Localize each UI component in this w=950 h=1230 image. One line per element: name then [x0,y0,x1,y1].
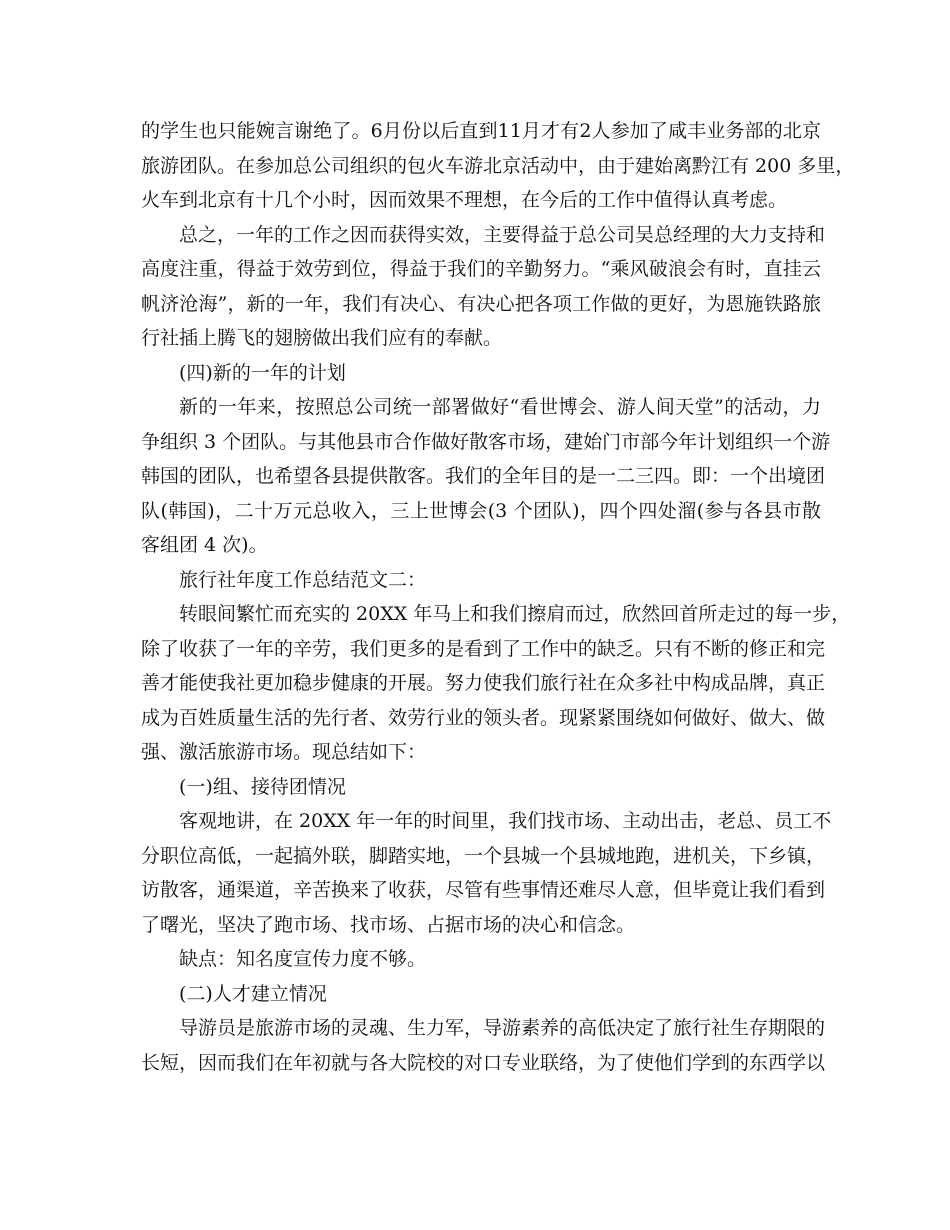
text-line: 的学生也只能婉言谢绝了。6月份以后直到11月才有2人参加了咸丰业务部的北京 [141,120,821,142]
text-line: 队(韩国)，二十万元总收入，三上世博会(3 个团队)，四个四处溜(参与各县市散 [141,499,821,522]
text-line: 善才能使我社更加稳步健康的开展。努力使我们旅行社在众多社中构成品牌，真正 [141,672,826,694]
text-line: 韩国的团队，也希望各县提供散客。我们的全年目的是一二三四。即：一个出境团 [141,465,826,487]
text-line: 缺点：知名度宣传力度不够。 [179,948,427,970]
text-line: 强、激活旅游市场。现总结如下： [141,741,427,763]
text-line: 争组织 3 个团队。与其他县市合作做好散客市场，建始门市部今年计划组织一个游 [141,430,831,453]
text-line: 成为百姓质量生活的先行者、效劳行业的领头者。现紧紧围绕如何做好、做大、做 [141,706,826,729]
text-line: 高度注重，得益于效劳到位，得益于我们的辛勤努力。“乘风破浪会有时，直挂云 [141,258,821,280]
text-line: 行社插上腾飞的翅膀做出我们应有的奉献。 [141,327,503,349]
text-line: 新的一年来，按照总公司统一部署做好“看世博会、游人间天堂”的活动，力 [179,396,821,418]
section-heading: (四)新的一年的计划 [179,361,346,384]
text-line: 转眼间繁忙而充实的 20XX 年马上和我们擦肩而过，欣然回首所走过的每一步， [179,603,851,625]
text-line: 导游员是旅游市场的灵魂、生力军，导游素养的高低决定了旅行社生存期限的 [179,1017,826,1039]
text-line: 旅游团队。在参加总公司组织的包火车游北京活动中，由于建始离黔江有 200 多里， [141,154,855,177]
section-heading: (二)人才建立情况 [179,982,327,1005]
text-line: 客组团 4 次)。 [141,534,268,556]
text-line: 帆济沧海”，新的一年，我们有决心、有决心把各项工作做的更好，为恩施铁路旅 [141,292,821,315]
text-line: 总之，一年的工作之因而获得实效，主要得益于总公司吴总经理的大力支持和 [179,223,826,246]
text-line: 除了收获了一年的辛劳，我们更多的是看到了工作中的缺乏。只有不断的修正和完 [141,637,826,660]
body-text [141,114,855,1080]
text-line: 了曙光，坚决了跑市场、找市场、占据市场的决心和信念。 [141,913,636,936]
text-line: 长短，因而我们在年初就与各大院校的对口专业联络，为了使他们学到的东西学以 [141,1051,826,1074]
text-line: 客观地讲，在 20XX 年一年的时间里，我们找市场、主动出击，老总、员工不 [179,810,832,832]
text-line: 访散客，通渠道，辛苦换来了收获，尽管有些事情还难尽人意，但毕竟让我们看到 [141,879,826,901]
section-heading: (一)组、接待团情况 [179,775,346,798]
section-heading: 旅行社年度工作总结范文二： [179,568,427,591]
text-line: 火车到北京有十几个小时，因而效果不理想，在今后的工作中值得认真考虑。 [141,189,788,211]
text-line: 分职位高低，一起搞外联，脚踏实地，一个县城一个县城地跑，进机关，下乡镇， [141,844,826,867]
